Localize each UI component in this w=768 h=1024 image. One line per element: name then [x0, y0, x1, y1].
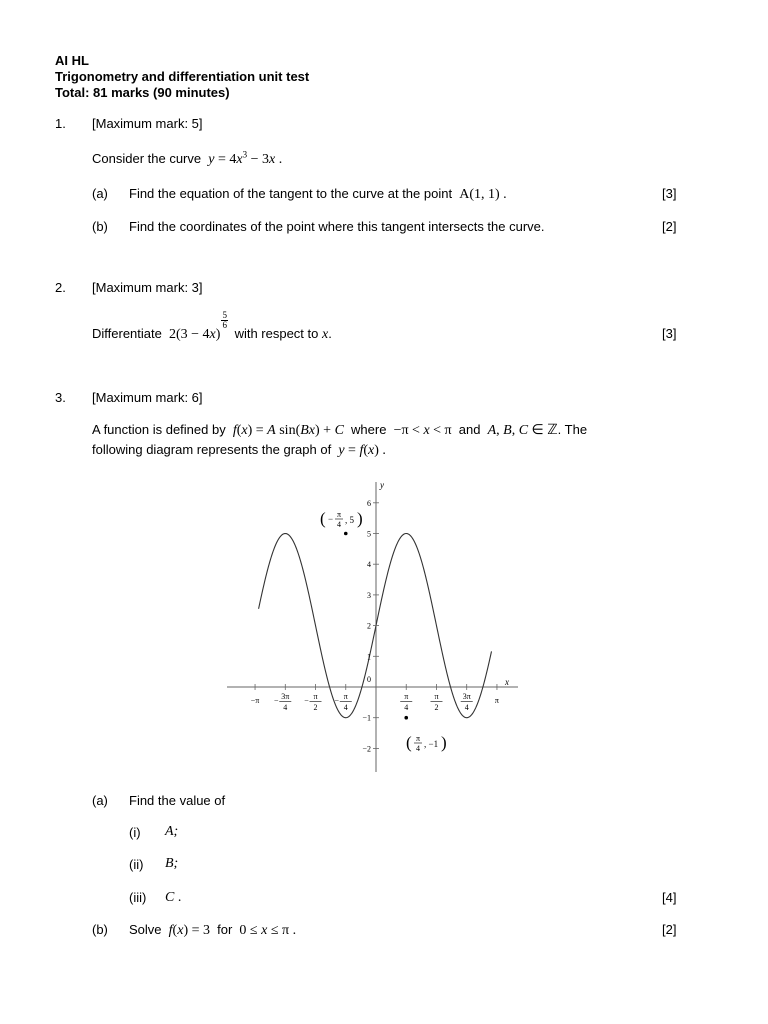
q1a-text	[129, 186, 507, 202]
numerator: π	[415, 734, 421, 743]
q3b-equation: f(x) = 3	[168, 923, 214, 938]
min-point-label	[406, 733, 447, 753]
paren: (	[320, 509, 326, 528]
paren: )	[441, 733, 447, 752]
x-tick-denominator: 4	[464, 703, 469, 712]
q3-line-1	[92, 422, 587, 438]
q3b-text	[129, 922, 296, 938]
x-tick-denominator: 2	[434, 703, 439, 712]
q3a-ii-label: (ii)	[129, 857, 144, 872]
q3-line1-b: where	[351, 422, 387, 437]
x-tick-denominator: 4	[343, 703, 348, 712]
q3-graph-eq: y = f(x) .	[338, 443, 386, 458]
y-tick-label: −1	[362, 713, 371, 723]
q1b-label: (b)	[92, 219, 108, 234]
q1a-mark: [3]	[662, 186, 677, 201]
x-tick-label: π	[494, 696, 499, 705]
min-point	[404, 716, 408, 720]
q3a-mark: [4]	[662, 890, 677, 905]
q3b-label: (b)	[92, 922, 108, 937]
q3b-for: for	[217, 922, 233, 937]
q1-intro	[92, 151, 282, 167]
q1-number: 1.	[55, 116, 66, 131]
y-tick-label: 0	[367, 675, 371, 684]
header-line-1: AI HL	[55, 53, 89, 68]
q1-intro-text: Consider the curve	[92, 151, 202, 166]
x-tick-numerator: π	[343, 692, 348, 701]
q2-text-after: with respect to	[234, 326, 319, 341]
max-point-label	[320, 509, 363, 529]
paren: )	[357, 509, 363, 528]
q2-expression: 2(3 − 4x) 5 6	[165, 310, 227, 342]
q3b-interval: 0 ≤ x ≤ π .	[235, 923, 297, 938]
y-tick-label: 2	[367, 621, 371, 631]
x-tick-numerator: π	[404, 692, 409, 701]
y-axis-label: y	[380, 480, 384, 490]
q3-line1-c: and	[458, 422, 481, 437]
numerator: π	[336, 510, 342, 519]
y-coord: , 5	[345, 515, 354, 525]
y-tick-label: 3	[367, 590, 371, 600]
y-coord: , −1	[424, 739, 439, 749]
graph-axes	[227, 480, 518, 772]
x-tick-denominator: 4	[283, 703, 288, 712]
function-graph	[0, 470, 768, 790]
y-tick-label: 1	[367, 652, 371, 662]
q2-text-before: Differentiate	[92, 326, 162, 341]
q3a-i-value: A;	[165, 824, 179, 839]
q2-variable: x	[322, 327, 329, 342]
q3b-solve: Solve	[129, 922, 162, 937]
x-tick-numerator: 3π	[462, 692, 471, 701]
q3a-iii-row: C .	[165, 890, 182, 905]
q3-line2-text: following diagram represents the graph of	[92, 442, 332, 457]
q1a-label: (a)	[92, 186, 108, 201]
q3-line1-a: A function is defined by	[92, 422, 226, 437]
q2-max-mark: [Maximum mark: 3]	[92, 280, 203, 295]
q3b-mark: [2]	[662, 922, 677, 937]
q3-line-2	[92, 442, 386, 458]
q3-constants: A, B, C ∈ ℤ	[487, 423, 558, 438]
y-tick-label: 5	[367, 529, 371, 539]
q3-domain: −π < x < π	[390, 423, 456, 438]
q3-function-def: f(x) = A sin(Bx) + C	[232, 423, 344, 438]
x-tick-label: −π	[250, 696, 260, 705]
q2-number: 2.	[55, 280, 66, 295]
x-tick-minus: −	[334, 696, 340, 705]
test-title: Trigonometry and differentiation unit test	[55, 69, 310, 84]
y-tick-label: 4	[367, 560, 371, 570]
denominator: 4	[337, 520, 341, 529]
q3a-iii-value: C	[165, 890, 175, 905]
x-axis-label: x	[505, 677, 509, 687]
q1b-mark: [2]	[662, 219, 677, 234]
x-tick-denominator: 2	[313, 703, 318, 712]
q2-text: Differentiate 2(3 − 4x) 5 6 with respect to x.	[92, 310, 332, 342]
paren: (	[406, 733, 412, 752]
q3a-ii-value: B;	[165, 856, 179, 871]
graph-annotations	[320, 509, 447, 753]
denominator: 4	[416, 744, 420, 753]
q3a-i-label: (i)	[129, 825, 141, 840]
x-tick-numerator: π	[313, 692, 318, 701]
max-point	[344, 532, 348, 536]
x-tick-minus: −	[274, 696, 279, 705]
q1a-question: Find the equation of the tangent to the curve at the point	[129, 186, 453, 201]
x-tick-minus: −	[304, 696, 309, 705]
q2-mark: [3]	[662, 326, 677, 341]
minus-sign: −	[328, 514, 334, 524]
q3-max-mark: [Maximum mark: 6]	[92, 390, 203, 405]
total-marks: Total: 81 marks (90 minutes)	[55, 85, 230, 100]
q3-line1-d: . The	[557, 422, 588, 437]
x-tick-numerator: 3π	[281, 692, 290, 701]
y-tick-label: 6	[367, 498, 371, 508]
x-tick-denominator: 4	[404, 703, 409, 712]
x-tick-numerator: π	[434, 692, 439, 701]
q1-max-mark: [Maximum mark: 5]	[92, 116, 203, 131]
y-tick-label: −2	[362, 744, 371, 754]
q1a-point: A(1, 1) .	[455, 187, 507, 202]
q3-number: 3.	[55, 390, 66, 405]
q1b-text: Find the coordinates of the point where this tangent intersects the curve.	[129, 219, 545, 234]
q3a-iii-label: (iii)	[129, 890, 147, 905]
q3a-label: (a)	[92, 793, 108, 808]
q1-curve-equation: $y = 4x^3 - 3x$ .	[208, 149, 283, 167]
q3a-text: Find the value of	[129, 793, 226, 808]
